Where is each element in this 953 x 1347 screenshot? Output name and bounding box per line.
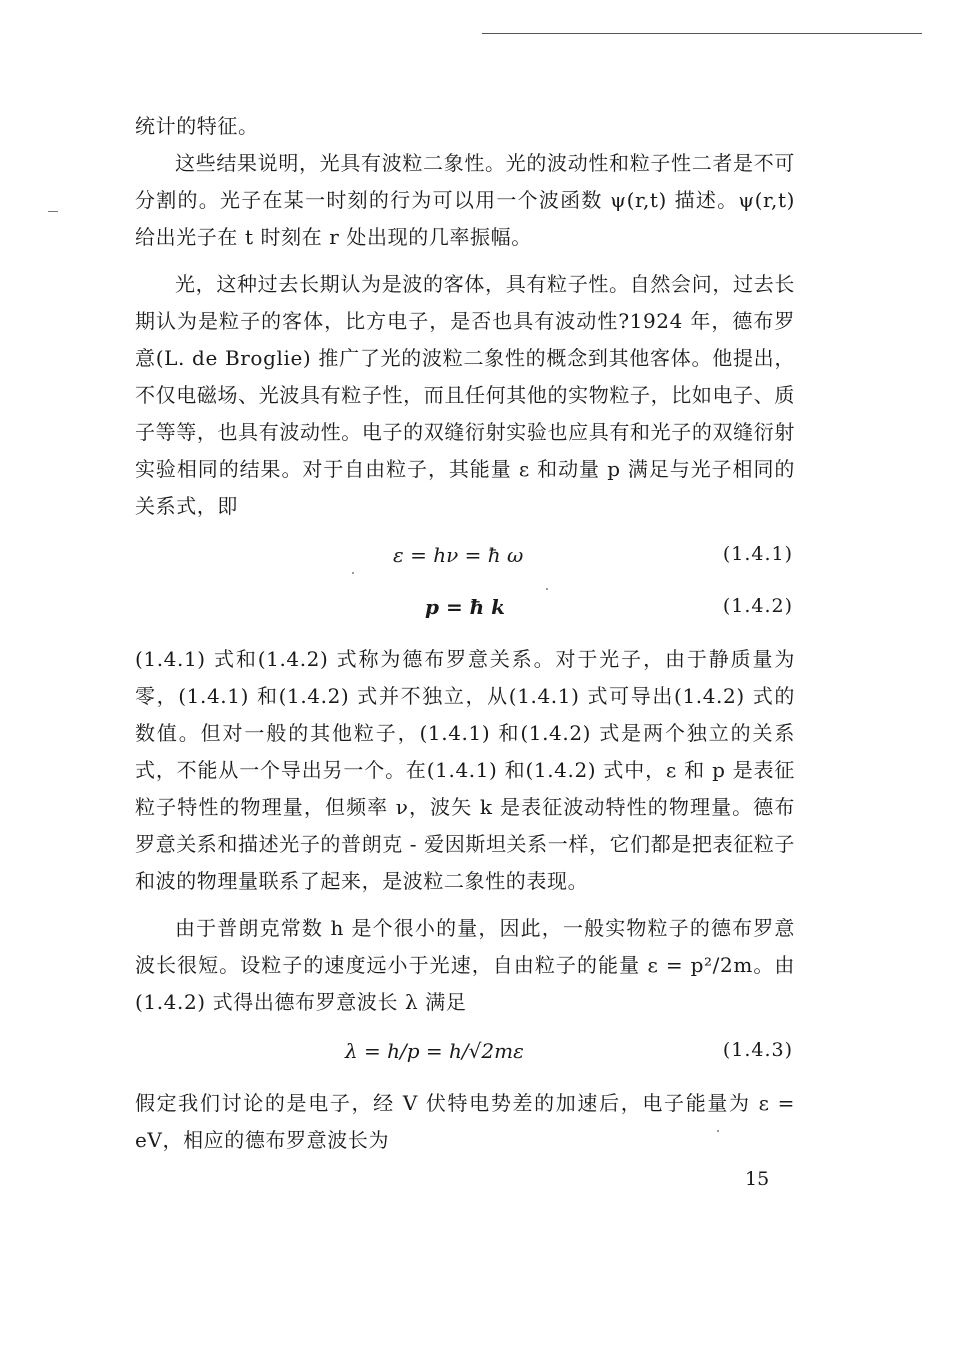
paragraph-1: 统计的特征。	[135, 114, 259, 138]
equation-expression: ε = hν = ħ ω	[393, 543, 524, 567]
paragraph-4: (1.4.1) 式和(1.4.2) 式称为德布罗意关系。对于光子，由于静质量为零，(1.4.1) 和(1.4.2) 式并不独立，从(1.4.1) 式可导出(1.4.2) 式的数值。但对一般的其他粒子，(1.4.1) 和(1.4.2) 式是两个独立的关系式，不能从一个导出另一个。在(1.4.1) 和(1.4.2) 式中，ε 和 p 是表征粒子特性的物理量，但频率 ν，波矢 k 是表征波动特性的物理量。德布罗意关系和描述光子的普朗克 - 爱因斯坦关系一样，它们都是把表征粒子和波的物理量联系了起来，是波粒二象性的表现。	[135, 647, 795, 893]
equation-1-4-3	[135, 1029, 795, 1081]
equation-number: (1.4.2)	[722, 595, 793, 617]
margin-mark	[48, 211, 58, 212]
paragraph-2: 这些结果说明，光具有波粒二象性。光的波动性和粒子性二者是不可分割的。光子在某一时刻的行为可以用一个波函数 ψ(r,t) 描述。ψ(r,t) 给出光子在 t 时刻在 r 处出现的几率振幅。	[135, 151, 795, 249]
header-rule	[482, 33, 922, 34]
paragraph-5: 由于普朗克常数 h 是个很小的量，因此，一般实物粒子的德布罗意波长很短。设粒子的速度远小于光速，自由粒子的能量 ε = p²/2m。由(1.4.2) 式得出德布罗意波长 λ 满足	[135, 916, 795, 1014]
page-body	[135, 108, 795, 1159]
equation-number: (1.4.3)	[722, 1039, 793, 1061]
equation-expression: p = ħ k	[425, 595, 506, 619]
equation-1-4-2	[135, 585, 795, 637]
equation-1-4-1	[135, 533, 795, 585]
paragraph-3: 光，这种过去长期认为是波的客体，具有粒子性。自然会问，过去长期认为是粒子的客体，比方电子，是否也具有波动性?1924 年，德布罗意(L. de Broglie) 推广了光的波粒二象性的概念到其他客体。他提出，不仅电磁场、光波具有粒子性，而且任何其他的实物粒子，比如电子、质子等等，也具有波动性。电子的双缝衍射实验也应具有和光子的双缝衍射实验相同的结果。对于自由粒子，其能量 ε 和动量 p 满足与光子相同的关系式，即	[135, 272, 795, 518]
paragraph-6: 假定我们讨论的是电子，经 V 伏特电势差的加速后，电子能量为 ε = eV，相应的德布罗意波长为	[135, 1091, 795, 1152]
equation-expression: λ = h/p = h/√2mε	[345, 1039, 524, 1063]
page-number: 15	[745, 1168, 770, 1190]
equation-number: (1.4.1)	[722, 543, 793, 565]
